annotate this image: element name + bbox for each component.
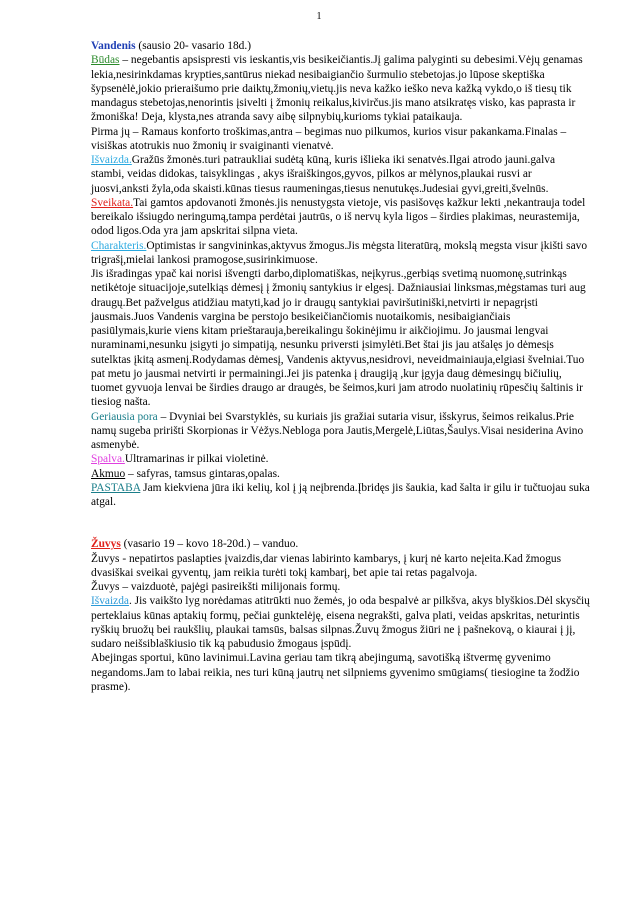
vandenis-spalva — [91, 452, 591, 466]
zuvys-vaizduote: Žuvys – vaizduotė, pajėgi pasireikšti milijonais formų. — [91, 581, 341, 593]
vandenis-pastaba — [91, 481, 591, 510]
charakteris-text: Optimistas ir sangvininkas,aktyvus žmogus.Jis mėgsta literatūrą, mokslą megsta visur įkišti savo trigrašį,mielai lankosi pramogose,susirinkimuose. — [91, 239, 588, 266]
spalva-text: Ultramarinas ir pilkai violetinė. — [124, 453, 269, 466]
vandenis-charakteris — [91, 239, 591, 268]
zuvys-title: Žuvys — [91, 538, 121, 551]
akmuo-text: – safyras, tamsus gintaras,opalas. — [125, 467, 280, 480]
vandenis-dates: (sausio 20- vasario 18d.) — [135, 40, 252, 52]
vandenis-types: Pirma jų – Ramaus konforto troškimas,antra – begimas nuo pilkumos, kurios visur pakankama.Finalas – visiškas atotrukis nuo žmonių ir svaiginanti vienatvė. — [91, 125, 567, 152]
vandenis-title: Vandenis — [91, 40, 136, 52]
sveikata-text: Tai gamtos apdovanoti žmonės.jis nenustygsta vietoje, vis pasišovęs kažkur lekti ,nekantrauja todel bereikalo išsiugdo neringumą,tampa perdėtai jautrūs, o iš nervų kyla ligos – širdies plakimas, neurastemija, odod ligos.Oda yra jam apskritai silpna vieta. — [91, 196, 586, 238]
vandenis-budas — [91, 53, 591, 124]
akmuo-label: Akmuo — [91, 467, 126, 480]
vandenis-sveikata — [91, 196, 591, 239]
zuvys-isvaizda-label: Išvaizda — [91, 595, 129, 608]
charakteris-label: Charakteris. — [91, 239, 147, 252]
budas-label: Būdas — [91, 54, 120, 67]
isvaizda-text: Gražūs žmonės.turi patraukliai sudėtą kūną, kuris išlieka iki senatvės.Ilgai atrodo jauni.galva stambi, veidas didokas, taisyklingas , akys išraiškingos,gyvos, pilkos ar mėlynos,plaukai rusvi ar juosvi,anksti žyla,oda skaisti.kūnas tiesus raumeningas,tiesus nenutukęs.Judesiai gyvi,greiti,švelnūs. — [91, 154, 556, 195]
section-spacer — [91, 509, 591, 537]
section-vandenis — [91, 39, 591, 509]
pora-label: Geriausia pora — [91, 410, 158, 423]
vandenis-isvaizda — [91, 153, 591, 196]
document-body — [91, 39, 591, 694]
page-number: 1 — [316, 11, 322, 22]
pastaba-text: Jam kiekviena jūra iki kelių, kol į ją neįbrenda.Įbridęs jis šaukia, kad šalta ir gilu ir tučtuojau suka atgal. — [91, 481, 590, 508]
zuvys-intro: Žuvys - nepatirtos paslapties įvaizdis,dar vienas labirinto kambarys, į kurį nė karto neįeita.Kad žmogus dvasiškai sveikai gyventų, jam reikia turėti tokį kambarį, bet apie tai retas pagalvoja. — [91, 552, 562, 579]
isvaizda-label: Išvaizda. — [91, 154, 132, 166]
zuvys-isvaizda — [91, 594, 591, 651]
spalva-label: Spalva. — [91, 453, 125, 466]
vandenis-akmuo — [91, 467, 591, 481]
zuvys-sportas: Abejingas sportui, kūno lavinimui.Lavina geriau tam tikrą abejingumą, savotišką ištvermę gyvenimo negandoms.Jam to labai reikia, nes turi kūną jautrų net silpniems gyvenimo smūgiams( tiesiogine ta žodžio prasme). — [91, 652, 580, 693]
vandenis-charakteris-continued: Jis išradingas ypač kai norisi išvengti darbo,diplomatiškas, neįkyrus.,gerbiąs svetimą nuomonę,sutrinkąs netikėtoje situacijoje,sutelkiąs dėmesį į žmonių santykius ir elgesį. Dažniausiai linksmas,mėgstamas turi aug draugų.Bet pažvelgus atidžiau matyti,kad jo ir draugų santykiai paviršutiniški,netvirti ir nepagrįsti jausmais.Juos Vandenis vargina be perstojo besikeičiančiomis nuotaikomis, nesibaigiančiais pasiūlymais,kurie viens kitam prieštarauja,bereikalingu šokinėjimu ir aikčiojimu. Jo jausmai lengvai nuraminami,nesunku įsigyti jo simpatiją, nesunku priversti įsimylėti.Bet štai jis jau atšalęs jo dėmesįs sutelktas įkitą asmenį.Rodydamas dėmesį, Vandenis aktyvus,nesidrovi, neveidmainiauja,elgiasi švelniai.Tuo pat metu jo jausmai netvirti ir permainingi.Jei jis patenka į draugiją ,kur įgyja daug dėmesingų bičiulių, tuomet gyvuoja lenvai be širdies draugo ar draugės, be šeimos,kuri jam atrodo nuolatinių rūpesčių šaltinis ir tiesiog našta. — [91, 268, 586, 409]
section-zuvys — [91, 537, 591, 694]
pastaba-label: PASTABA — [91, 481, 141, 494]
zuvys-dates: (vasario 19 – kovo 18-20d.) – vanduo. — [120, 538, 299, 551]
sveikata-label: Sveikata. — [91, 196, 134, 209]
pora-text: – Dvyniai bei Svarstyklės, su kuriais jis gražiai sutaria visur, išskyrus, šeimos reikalus.Prie namų sugeba pririšti Skorpionas ir Vėžys.Nebloga pora Jautis,Mergelė,Liūtas,Šaulys.Visai nesiderina Avino asmenybė. — [91, 410, 584, 451]
zuvys-isvaizda-text: . Jis vaikšto lyg norėdamas atitrūkti nuo žemės, jo oda bespalvė ar pilkšva, akys blyškios.Dėl skysčių perteklaius kūnas aptakių formų, pečiai gunktelėję, eisena negrakšti, galva plati, veidas apskritas, neturintis ryškių bruožų bei raukšlių, plaukai tamsūs, balsas silpnas.Žuvų žmogus žiūri ne į pašnekovą, o kiaurai į jį, sudaro neišsiblaškiusio tik ką pabudusio žmogaus įspūdį. — [91, 595, 590, 650]
zuvys-heading — [91, 537, 591, 551]
budas-text: – negebantis apsispresti vis ieskantis,vis besikeičiantis.Jį galima palyginti su debesimi.Vėjų genamas lekia,nesirinkdamas krypties,santūrus niekad nesibaigiančio šurmulio stebetojas.jo lūpose skeptiška šypsenėlė,jokio prieraišumo prie daiktų,žmonių,vietų.jis neva kažko ieško neva kažką vykdo,o iš tiesų tik mandagus stebetojas,nenorintis įsivelti į žmonių reikalus,kivirčus.jis mano atsikratęs visko, kas paprasta ir žmoniška! Deja, klysta,nes atranda savy aibę silpnybių,kurioms tykiai pataikauja. — [91, 54, 583, 124]
vandenis-pora — [91, 410, 591, 453]
vandenis-heading — [91, 39, 591, 53]
